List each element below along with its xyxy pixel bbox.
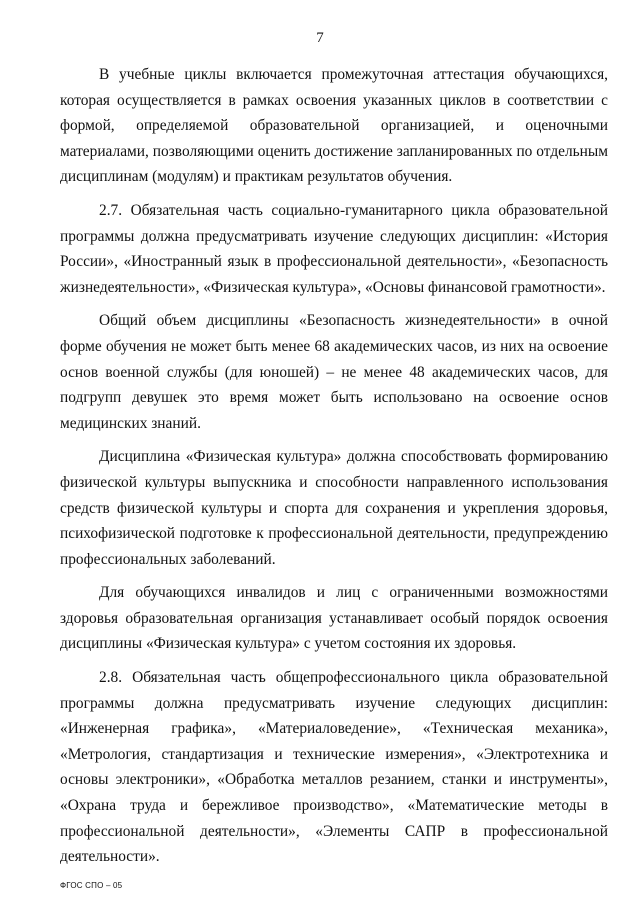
paragraph-intermediate-attestation: В учебные циклы включается промежуточная аттестация обучающихся, которая осуществляется в рамках освоения указанных циклов в соответствии с формой, определяемой образовательной организацией, и оценочными материалами, позволяющими оценить достижение запланированных по отдельным дисциплинам (модулям) и практикам результатов обучения. (60, 66, 608, 186)
paragraph-2-7-social-humanitarian-cycle: 2.7. Обязательная часть социально-гуманитарного цикла образовательной программы должна предусматривать изучение следующих дисциплин: «История России», «Иностранный язык в профессиональной деятельности», «Безопасность жизнедеятельности», «Физическая культура», «Основы финансовой грамотности». (60, 201, 608, 296)
document-body (60, 62, 608, 878)
page-number: 7 (316, 30, 324, 46)
paragraph-disabled-students: Для обучающихся инвалидов и лиц с ограниченными возможностями здоровья образовательная организация устанавливает особый порядок освоения дисциплины «Физическая культура» с учетом состояния их здоровья. (60, 584, 608, 653)
footer-standard-code: ФГОС СПО – 05 (60, 881, 123, 890)
paragraph-life-safety-hours: Общий объем дисциплины «Безопасность жизнедеятельности» в очной форме обучения не может быть менее 68 академических часов, из них на освоение основ военной службы (для юношей) – не менее 48 академических часов, для подгрупп девушек это время может быть использовано на освоение основ медицинских знаний. (60, 312, 608, 432)
paragraph-physical-culture: Дисциплина «Физическая культура» должна способствовать формированию физической культуры выпускника и способности направленного использования средств физической культуры и спорта для сохранения и укрепления здоровья, психофизической подготовке к профессиональной деятельности, предупреждению профессиональных заболеваний. (60, 448, 608, 568)
paragraph-2-8-general-professional-cycle: 2.8. Обязательная часть общепрофессионального цикла образовательной программы должна предусматривать изучение следующих дисциплин: «Инженерная графика», «Материаловедение», «Техническая механика», «Метрология, стандартизация и технические измерения», «Электротехника и основы электроники», «Обработка металлов резанием, станки и инструменты», «Охрана труда и бережливое производство», «Математические методы в профессиональной деятельности», «Элементы САПР в профессиональной деятельности». (60, 669, 608, 866)
